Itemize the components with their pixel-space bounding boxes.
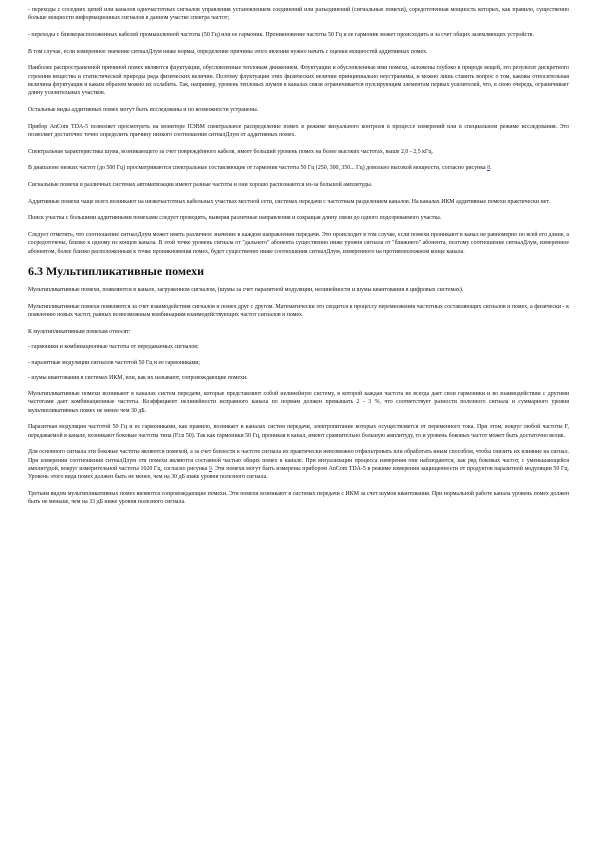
figure-link-8[interactable]: 8 [487,165,491,172]
paragraph: К мультипликативным помехам относят: [28,329,131,335]
paragraph: В том случае, если измеренное значение ситналДлум ниже нормы, определение причины этого явления нужно начать с оценки мощностей аддитивных помех. [28,48,428,55]
paragraph: - переходы с соседних цепей или каналов одночастотных сигналов управления установлением соединений или разъединений (сигнальные помехи), соредоточенная мощность которых, как правило, существенно больше мощности информационных сигналов в данном участке спектра частот; [28,7,569,22]
paragraph-text: В диапазоне низких частот (до 500 Гц) просматриваются спектральные составляющие от гармоник частоты 50 Гц (250, 300, 350... Гц) довольно высокой мощности, согласно рисунка [28,165,488,172]
paragraph: Поиск участка с большими аддитивными помехами следует проводить, выверяя различные направления и сокращая длину связи до одного подозреваемого участка. [28,215,442,222]
figure-link-9[interactable]: 9 [208,465,212,472]
paragraph: Мультипликативные помехи появляются за счет взаимодействия сигналов и помех друг с другом. Математически это сводится к процессу перемножения частотных составляющих сигналов и помех, а физически - к появлению новых частот, равных всевозможным комбинациям взаимодействующих частот сигналов и помех. [28,304,569,319]
paragraph: Наиболее распространенной причиной помех являются флуктуации, обусловленные тепловым движением. Флуктуации и обусловленные ими помехи, заложены глубоко в природе вещей, это результат дискретного строения вещества и статистической природы ряда физических величин. Поэтому флуктуации этих физических величин принципиально неустранимы, и можно лишь ставить вопрос о том, каковы относительная величина флуктуации и каким образом можно их ослабить. Так, например, уровень тепловых шумов в каналах связи ограничивается пулсирующим элементам первых усилителей, что, в свою очередь, ограничивает длину усилительных участков. [28,65,569,97]
paragraph-tail: . Эти помехи могут быть измерены прибором AnCom TDA-5 в режиме измерения защищенности от продуктов паразитной модуляции 50 Гц. Уровень этого вида помех должен быть не менее, чем на 30 дБ ниже уровня полезного сигнала. [28,465,569,481]
paragraph: Аддитивные помехи чаще всего возникают на низкочастотных кабельных участках местной сети, системах передачи с частотным разделением каналов. На каналах ИКМ аддитивные помехи практически нет. [28,198,550,205]
paragraph: Сигнальные помехи в различных системах автоматизации имеют разные частоты и они хорошо распознаются из-за большой амплитуды. [28,181,373,188]
paragraph: Третьим видом мультипликативных помех являются сопровождающие помехи. Эти помехи возникают в системах передачи с ИКМ за счет шумов квантования. При нормальной работе канала уровень помех должен быть не меньше, чем на 33 дБ ниже уровня полезного сигнала. [28,490,569,506]
paragraph-text: Для основного сигнала эти боковые частоты являются помехой, а за счет близости к частоте сигнала их практически невозможно отфильтровать или обработать иным способом, чтобы снизить их влияние на сигнал. При измерении соотношения ситналДлум эти помехи являются составной частью общих помех в канале. При визуализации процесса измерения они наблюдаются, как ряд боковых частот, с уменьшающейся амплитудой, вокруг измерительной частоты 1020 Гц, согласно рисунка [28,449,569,472]
paragraph: Мультипликативные помехи, появляются в канале, загруженном сигналом, (шумы за счет паразитной модуляции, нелинейности и шумы квантования в цифровых системах). [28,287,464,294]
document-page [28,6,569,515]
paragraph: Спектральная характеристика шума, возникающего за счет повреждённого кабеля, имеет больший уровень помех на более высоких частотах, выше 2,0 - 2,5 кГц. [28,148,434,155]
list-item: - паразитные модуляции сигналов частотой 50 Гц и ее гармониками; [28,359,201,366]
section-heading: 6.3 Мультипликативные помехи [28,264,205,279]
list-item: - шумы квантования в системах ИКМ, или, как их называют, сопровождающие помехи. [28,375,248,382]
paragraph: Прибор AnCom TDA-5 позволяет просмотреть на мониторе ПЭВМ спектральное распределение помех в режиме визуального контроля в процессе измерений или в специальном режиме исследования. Это позволяет достаточно точно определить причину низкого соотношения ситналДлум от аддитивных помех. [28,123,569,138]
paragraph: Паразитная модуляция частотой 50 Гц и ее гармониками, как правило, возникает в каналах систем передачи, электропитание которых осуществляется от переменного тока. При этом, вокруг любой частоты F, передаваемой в канале, возникают боковые частоты типа (F±n 50). Так как гармоники 50 Гц, проникая в канал, имеют сравнительно большую амплитуду, то и уровень боковых частот может быть достаточно велик. [28,424,569,439]
paragraph-side-frequencies [28,448,569,481]
paragraph: - переходы с близкорасположенных кабелей промышленной частоты (50 Гц) или ее гармоник. Проникновение частоты 50 Гц и ее гармоник может происходить и за счет общих заземляющих устройств. [28,31,534,38]
paragraph-tail: . [490,165,492,172]
list-item: - гармоники и комбинационные частоты от передаваемых сигналов; [28,344,199,351]
paragraph: Мультипликативные помехи возникают в каналах систем передачи, которые представляют собой нелинейную систему, в которой каждая частота не всегда дает свои гармоники и во взаимодействии с другими частотами дает комбинационные частоты. Коэффициент нелинейности исправного канала по нормам должен превышать 2 - 3 %, что соответствует разности полезного сигнала и суммарного уровня мультипликативных помех не менее чем 30 дБ. [28,390,569,414]
paragraph: Остальные виды аддитивных помех могут быть исследованы и по возможности устранены. [28,106,259,113]
paragraph: Следует отметить, что соотношение ситналДлум может иметь различное значение в каждом направлении передачи. Это происходит в том случае, если помехи проникают в канал не равномерно по всей его длине, а сосредоточены, близко к одному из концов канала. В этой точке уровень сигнала от "дальнего" абонента существенно ниже уровня сигнала от "ближнего" абонента, поэтому соотношение ситналДлум, измеренное абонентом, более близко расположенным к точке проникновения помех, будет существенно ниже соотношения ситналДлум, измеренного на противоположном конце канала. [28,232,569,255]
paragraph-harmonics [28,164,569,172]
